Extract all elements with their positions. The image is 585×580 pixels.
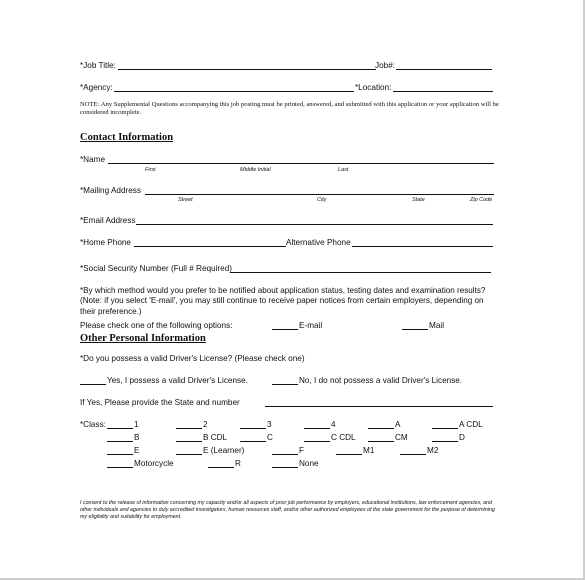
class-r-blank[interactable] — [208, 467, 234, 468]
check-options-label: Please check one of the following options: — [80, 321, 233, 330]
class-a-label: A — [395, 420, 401, 429]
class-f-label: F — [299, 446, 305, 455]
class-a-blank[interactable] — [368, 428, 394, 429]
class-c-blank[interactable] — [240, 441, 266, 442]
class-2-blank[interactable] — [176, 428, 202, 429]
location-label: *Location: — [355, 83, 392, 92]
alternative-phone-label: Alternative Phone — [286, 238, 351, 247]
class-none-label: None — [299, 459, 319, 468]
class-cm-blank[interactable] — [368, 441, 394, 442]
name-sub-last: Last — [338, 167, 349, 173]
class-2-label: 2 — [203, 420, 208, 429]
mail-option-label: Mail — [429, 321, 445, 330]
name-field[interactable] — [108, 163, 494, 164]
class-m2-blank[interactable] — [400, 454, 426, 455]
license-yes-label: Yes, I possess a valid Driver's License. — [107, 376, 248, 385]
class-a-cdl-blank[interactable] — [432, 428, 458, 429]
license-no-label: No, I do not possess a valid Driver's License. — [299, 376, 463, 385]
name-sub-middle: Middle Initial — [240, 167, 271, 173]
class-e-label: E — [134, 446, 140, 455]
consent-statement: I consent to the release of information concerning my capacity and/or all aspects of prior job performance by employers, educational institutions, law enforcement agencies, and other individuals and agencies to duly accredited investigators, human resources staff, and/or other authorized employees of the state government for the purpose of determining my eligibility and suitability for employment. — [80, 500, 495, 520]
state-number-field[interactable] — [265, 406, 493, 407]
class-none-blank[interactable] — [272, 467, 298, 468]
agency-field[interactable] — [114, 91, 354, 92]
notification-method-question: *By which method would you prefer to be notified about application status, testing dates and examination results? (Note: if you select 'E-mail', you may still continue to receive paper notices from certain employers, depending on their preference.) — [80, 286, 486, 316]
class-3-label: 3 — [267, 420, 272, 429]
license-yes-blank[interactable] — [80, 384, 106, 385]
mailing-address-label: *Mailing Address — [80, 186, 141, 195]
state-number-label: If Yes, Please provide the State and number — [80, 398, 240, 407]
ssn-label: *Social Security Number (Full # Required) — [80, 264, 232, 273]
mailing-sub-zip: Zip Code — [470, 197, 493, 203]
email-option-blank[interactable] — [272, 329, 298, 330]
mailing-sub-street: Street — [178, 197, 193, 203]
name-label: *Name — [80, 155, 106, 164]
home-phone-label: *Home Phone — [80, 238, 131, 247]
class-c-label: C — [267, 433, 273, 442]
class-a-cdl-label: A CDL — [459, 420, 483, 429]
job-title-field[interactable] — [118, 69, 376, 70]
class-m2-label: M2 — [427, 446, 439, 455]
class-b-cdl-label: B CDL — [203, 433, 228, 442]
class-d-blank[interactable] — [432, 441, 458, 442]
email-address-label: *Email Address — [80, 216, 136, 225]
class-b-label: B — [134, 433, 140, 442]
class-motorcycle-blank[interactable] — [107, 467, 133, 468]
mailing-sub-city: City — [317, 197, 327, 203]
class-m1-blank[interactable] — [336, 454, 362, 455]
alternative-phone-field[interactable] — [352, 246, 493, 247]
class-d-label: D — [459, 433, 465, 442]
class-1-label: 1 — [134, 420, 139, 429]
name-sub-first: First — [145, 167, 156, 173]
job-title-label: *Job Title: — [80, 61, 116, 70]
class-f-blank[interactable] — [272, 454, 298, 455]
mailing-sub-state: State — [412, 197, 425, 203]
class-c-cdl-blank[interactable] — [304, 441, 330, 442]
class-b-cdl-blank[interactable] — [176, 441, 202, 442]
location-field[interactable] — [393, 91, 493, 92]
home-phone-field[interactable] — [134, 246, 286, 247]
class-m1-label: M1 — [363, 446, 375, 455]
email-option-label: E-mail — [299, 321, 323, 330]
agency-label: *Agency: — [80, 83, 113, 92]
class-e-learner-label: E (Learner) — [203, 446, 245, 455]
license-no-blank[interactable] — [272, 384, 298, 385]
supplemental-note: NOTE: Any Supplemental Questions accompanying this job posting must be printed, answered, and submitted with this application or your application will be considered incomplete. — [80, 101, 499, 117]
class-b-blank[interactable] — [107, 441, 133, 442]
class-e-learner-blank[interactable] — [176, 454, 202, 455]
mailing-address-field[interactable] — [145, 194, 494, 195]
class-4-blank[interactable] — [304, 428, 330, 429]
class-r-label: R — [235, 459, 241, 468]
class-c-cdl-label: C CDL — [331, 433, 356, 442]
class-label: *Class: — [80, 420, 106, 429]
license-question: *Do you possess a valid Driver's License? (Please check one) — [80, 354, 305, 363]
class-4-label: 4 — [331, 420, 336, 429]
class-1-blank[interactable] — [107, 428, 133, 429]
job-number-field[interactable] — [396, 69, 492, 70]
mail-option-blank[interactable] — [402, 329, 428, 330]
class-cm-label: CM — [395, 433, 408, 442]
other-personal-information-heading: Other Personal Information — [80, 333, 206, 344]
class-e-blank[interactable] — [107, 454, 133, 455]
class-motorcycle-label: Motorcycle — [134, 459, 174, 468]
email-address-field[interactable] — [136, 224, 493, 225]
contact-information-heading: Contact Information — [80, 132, 174, 143]
job-number-label: Job#: — [375, 61, 396, 70]
ssn-field[interactable] — [230, 272, 491, 273]
class-3-blank[interactable] — [240, 428, 266, 429]
